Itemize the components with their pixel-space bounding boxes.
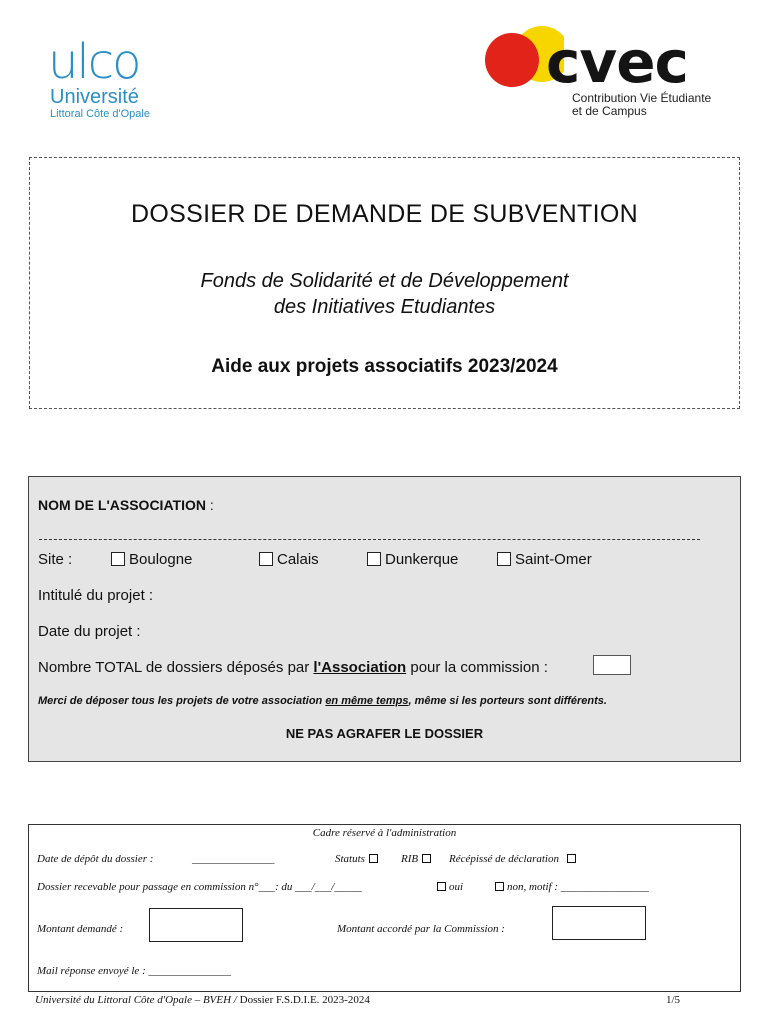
subtitle-line2: des Initiatives Etudiantes [273, 296, 496, 318]
total-dossiers-field[interactable] [593, 655, 631, 675]
site-label: Site : [38, 551, 73, 568]
ulco-logo-line1: Université [50, 86, 139, 108]
association-name-line [39, 539, 700, 540]
non-checkbox[interactable] [495, 882, 504, 891]
recevable-label: Dossier recevable pour passage en commission n°___: du ___/___/_____ [37, 881, 362, 893]
deposit-date-field[interactable]: _______________ [192, 853, 275, 865]
no-staple-warning: NE PAS AGRAFER LE DOSSIER [285, 726, 484, 741]
association-name-label: NOM DE L'ASSOCIATION : [38, 497, 214, 513]
site-option-boulogne[interactable]: Boulogne [111, 551, 192, 568]
rib-checkbox[interactable] [422, 854, 431, 863]
ulco-logo-mark: ulco [48, 34, 140, 90]
montant-accorde-label: Montant accordé par la Commission : [337, 923, 505, 935]
project-date-label: Date du projet : [38, 623, 141, 640]
total-dossiers-label: Nombre TOTAL de dossiers déposés par l'Association pour la commission : [38, 659, 548, 676]
association-box [28, 476, 741, 762]
oui-checkbox[interactable] [437, 882, 446, 891]
montant-demande-field[interactable] [149, 908, 243, 942]
title-box [29, 157, 740, 409]
statuts-checkbox[interactable] [369, 854, 378, 863]
statuts-check[interactable]: Statuts [335, 853, 381, 865]
cvec-logo-line2: et de Campus [572, 104, 647, 118]
page-footer [35, 994, 680, 1006]
admin-header: Cadre réservé à l'administration [312, 827, 457, 839]
montant-accorde-field[interactable] [552, 906, 646, 940]
cvec-logo-line1: Contribution Vie Étudiante [572, 91, 712, 105]
checkbox-dunkerque[interactable] [367, 552, 381, 566]
checkbox-saint-omer[interactable] [497, 552, 511, 566]
admin-box [28, 824, 741, 992]
footer-dossier: Dossier F.S.D.I.E. 2023-2024 [239, 994, 370, 1006]
site-option-calais[interactable]: Calais [259, 551, 319, 568]
project-title-label: Intitulé du projet : [38, 587, 154, 604]
page-number: 1/5 [665, 994, 680, 1006]
checkbox-calais[interactable] [259, 552, 273, 566]
checkbox-boulogne[interactable] [111, 552, 125, 566]
mail-reponse-label: Mail réponse envoyé le : _______________ [37, 965, 231, 977]
cvec-logo-mark: cvec [546, 28, 688, 96]
site-option-dunkerque[interactable]: Dunkerque [367, 551, 458, 568]
document-title: DOSSIER DE DEMANDE DE SUBVENTION [131, 200, 638, 228]
cvec-logo [484, 26, 744, 126]
document-subtitle [30, 268, 739, 320]
ulco-logo [48, 34, 178, 122]
oui-option[interactable]: oui [433, 881, 463, 893]
montant-demande-label: Montant demandé : [37, 923, 124, 935]
footer-left: Université du Littoral Côte d'Opale – BVEH / [35, 994, 240, 1006]
site-option-saint-omer[interactable]: Saint-Omer [497, 551, 592, 568]
deposit-date-label: Date de dépôt du dossier : [37, 853, 154, 865]
subtitle-line1: Fonds de Solidarité et de Développement [200, 270, 569, 292]
rib-check[interactable]: RIB [401, 853, 434, 865]
submission-note: Merci de déposer tous les projets de votre association en même temps, même si les porteurs sont différents. [38, 695, 607, 707]
recepisse-check[interactable]: Récépissé de déclaration [449, 853, 579, 865]
non-option[interactable]: non, motif : ________________ [491, 881, 649, 893]
recepisse-checkbox[interactable] [567, 854, 576, 863]
aid-title: Aide aux projets associatifs 2023/2024 [211, 356, 558, 377]
ulco-logo-line2: Littoral Côte d'Opale [50, 108, 150, 120]
